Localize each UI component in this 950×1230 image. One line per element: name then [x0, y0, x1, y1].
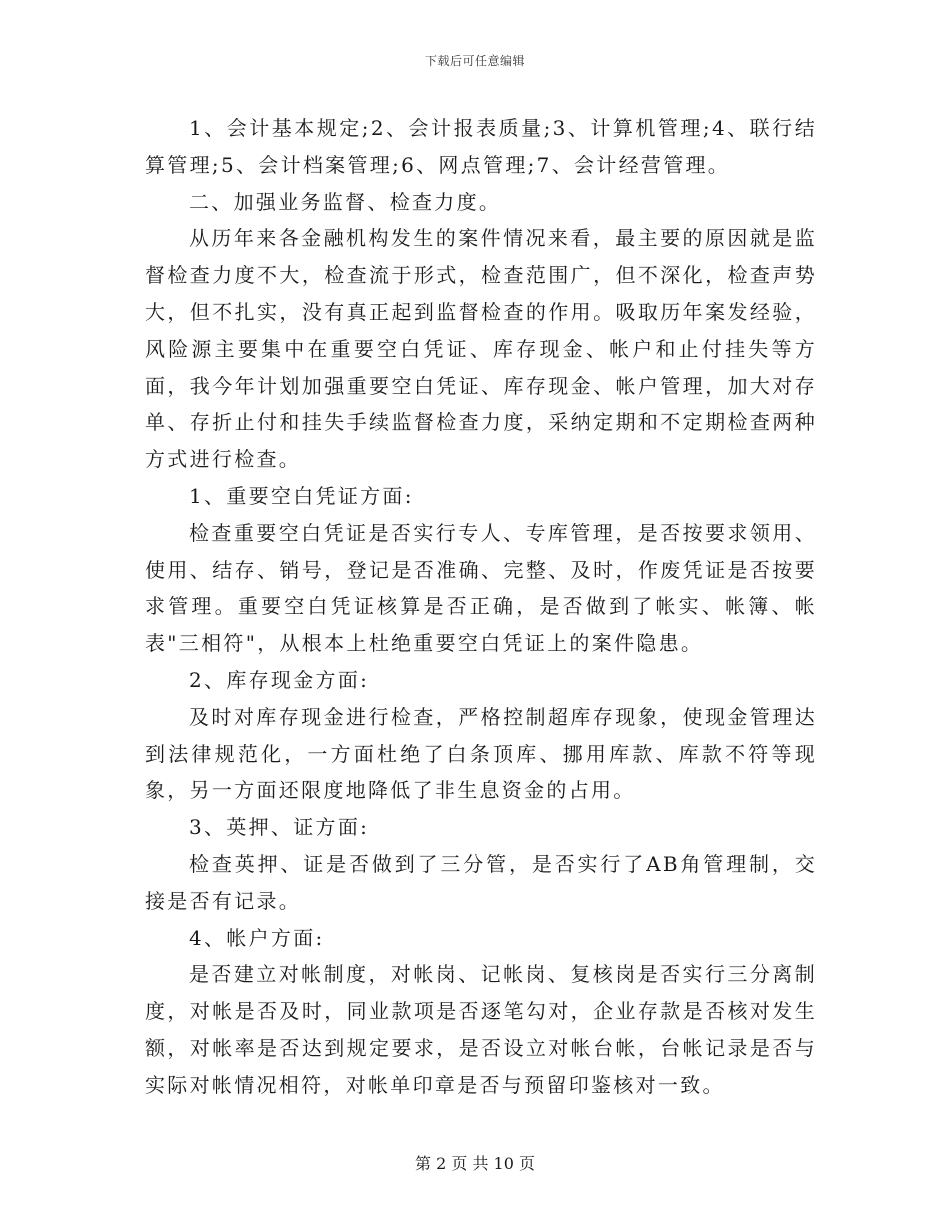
subheading-seals-certificates: 3、英押、证方面: — [189, 815, 370, 840]
paragraph-seals-certificates: 检查英押、证是否做到了三分管，是否实行了AB角管理制，交接是否有记录。 — [145, 851, 817, 913]
paragraph-blank-vouchers: 检查重要空白凭证是否实行专人、专库管理，是否按要求领用、使用、结存、销号，登记是否准确、完整、及时，作废凭证是否按要求管理。重要空白凭证核算是否正确，是否做到了帐实、帐簿、帐表"三相符"，从根本上杜绝重要空白凭证上的案件隐患。 — [145, 520, 817, 656]
subheading-cash-inventory: 2、库存现金方面: — [189, 667, 370, 692]
page-number-footer: 第 2 页 共 10 页 — [415, 1154, 535, 1173]
subheading-accounts: 4、帐户方面: — [189, 925, 325, 950]
paragraph-accounting-items: 1、会计基本规定;2、会计报表质量;3、计算机管理;4、联行结算管理;5、会计档案管理;6、网点管理;7、会计经营管理。 — [145, 116, 817, 177]
paragraph-supervision-overview: 从历年来各金融机构发生的案件情况来看，最主要的原因就是监督检查力度不大，检查流于形式，检查范围广，但不深化，检查声势大，但不扎实，没有真正起到监督检查的作用。吸取历年案发经验，风险源主要集中在重要空白凭证、库存现金、帐户和止付挂失等方面，我今年计划加强重要空白凭证、库存现金、帐户管理，加大对存单、存折止付和挂失手续监督检查力度，采纳定期和不定期检查两种方式进行检查。 — [145, 226, 817, 472]
document-body — [145, 110, 817, 1104]
section-heading-supervision: 二、加强业务监督、检查力度。 — [189, 189, 502, 214]
paragraph-accounts: 是否建立对帐制度，对帐岗、记帐岗、复核岗是否实行三分离制度，对帐是否及时，同业款项是否逐笔勾对，企业存款是否核对发生额，对帐率是否达到规定要求，是否设立对帐台帐，台帐记录是否与实际对帐情况相符，对帐单印章是否与预留印鉴核对一致。 — [145, 962, 817, 1097]
page-header: 下载后可任意编辑 — [424, 54, 525, 68]
subheading-blank-vouchers: 1、重要空白凭证方面: — [189, 483, 414, 508]
paragraph-cash-inventory: 及时对库存现金进行检查，严格控制超库存现象，使现金管理达到法律规范化，一方面杜绝了白条顶库、挪用库款、库款不符等现象，另一方面还限度地降低了非生息资金的占用。 — [145, 704, 817, 803]
